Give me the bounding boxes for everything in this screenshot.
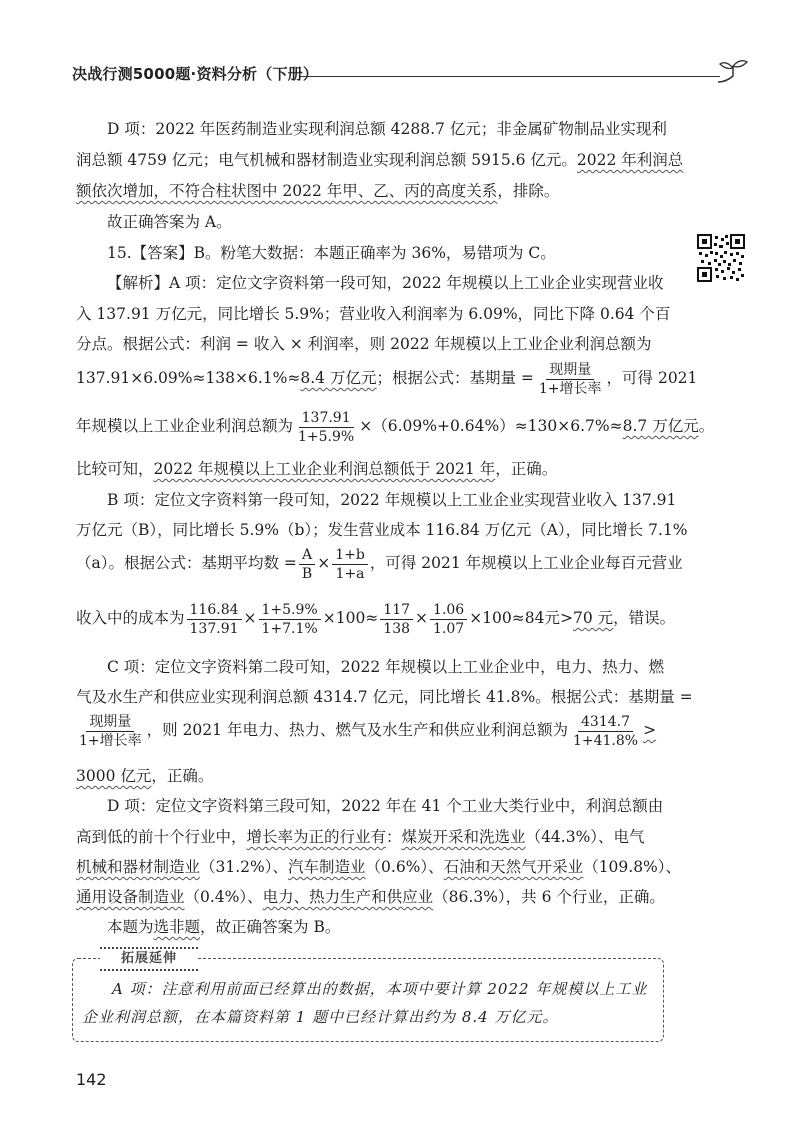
text-line: D 项：定位文字资料第三段可知，2022 年在 41 个工业大类行业中，利润总额由 <box>107 797 664 815</box>
text-line: 机械和器材制造业（31.2%）、汽车制造业（0.6%）、石油和天然气开采业（109.8%）、 <box>76 858 682 876</box>
formula-line: （a）。根据公式：基期平均数 = $\frac{A}{B}$ × $\frac{1+b}{1+a}$ ，可得 2021 年规模以上工业企业每百元营业 <box>76 546 683 582</box>
formula-line: 收入中的成本为 $\frac{116.84}{137.91}$ × $\frac{1+5.9\%}{1+7.1\%}$ ×100≈ $\frac{117}{138}$ × $\frac{1.06}{1.07}$ ×100≈84元>70 元，错误。 <box>76 601 676 637</box>
formula-line: $\frac{\text{现期量}}{\text{1+增长率}}$ ，则 2021 年电力、热力、燃气及水生产和供应业利润总额为 $\frac{4314.7}{1+41.8\%}$ > <box>76 712 656 750</box>
fraction: $\frac{A}{B}$ <box>299 546 315 583</box>
qr-code-icon[interactable] <box>697 234 745 282</box>
book-header-title: 决战行测5000题·资料分析（下册） <box>72 65 319 83</box>
fraction: $\frac{\text{现期量}}{\text{1+增长率}}$ <box>79 713 142 749</box>
fraction: $\frac{117}{138}$ <box>380 601 413 638</box>
fraction: $\frac{\text{现期量}}{\text{1+增长率}}$ <box>538 361 602 397</box>
text-line: 比较可知，2022 年规模以上工业企业利润总额低于 2021 年，正确。 <box>76 460 558 478</box>
text-line: C 项：定位文字资料第二段可知，2022 年规模以上工业企业中，电力、热力、燃 <box>107 658 665 676</box>
text-line: 通用设备制造业（0.4%）、电力、热力生产和供应业（86.3%），共 6 个行业，正确。 <box>76 888 665 906</box>
note-tag: 拓展延伸 <box>100 947 198 971</box>
fraction: $\frac{1.06}{1.07}$ <box>430 601 467 638</box>
page-number: 142 <box>76 1070 107 1089</box>
analysis-line: 【解析】A 项：定位文字资料第一段可知，2022 年规模以上工业企业实现营业收 <box>107 274 664 292</box>
text-line: 高到低的前十个行业中，增长率为正的行业有：煤炭开采和洗选业（44.3%）、电气 <box>76 828 645 846</box>
answer-line: 故正确答案为 A。 <box>107 213 232 231</box>
text-line: D 项：2022 年医药制造业实现利润总额 4288.7 亿元；非金属矿物制品业实现利 <box>107 120 667 138</box>
formula-line: 年规模以上工业企业利润总额为 $\frac{137.91}{1+5.9\%}$ ×（6.09%+0.64%）≈130×6.7%≈8.7 万亿元。 <box>76 409 715 445</box>
fraction: $\frac{116.84}{137.91}$ <box>187 601 242 638</box>
fraction: $\frac{1+5.9\%}{1+7.1\%}$ <box>259 601 321 638</box>
text-line: 额依次增加，不符合柱状图中 2022 年甲、乙、丙的高度关系，排除。 <box>76 182 560 200</box>
note-line: A 项：注意利用前面已经算出的数据，本项中要计算 2022 年规模以上工业 <box>112 980 648 998</box>
fraction: $\frac{137.91}{1+5.9\%}$ <box>298 409 355 445</box>
text-line: B 项：定位文字资料第一段可知，2022 年规模以上工业企业实现营业收入 137.91 <box>107 491 677 509</box>
text-line: 分点。根据公式：利润 = 收入 × 利润率，则 2022 年规模以上工业企业利润总额为 <box>76 335 652 353</box>
header-rule <box>300 76 720 77</box>
text-line: 入 137.91 万亿元，同比增长 5.9%；营业收入利润率为 6.09%，同比下降 0.64 个百 <box>76 305 671 323</box>
text-line: 3000 亿元，正确。 <box>76 767 214 785</box>
text-line: 万亿元（B），同比增长 5.9%（b）；发生营业成本 116.84 万亿元（A），同比增长 7.1% <box>76 521 688 539</box>
fraction: $\frac{4314.7}{1+41.8\%}$ <box>572 713 639 749</box>
note-line: 企业利润总额，在本篇资料第 1 题中已经计算出约为 8.4 万亿元。 <box>82 1008 559 1026</box>
text-line: 气及水生产和供应业实现利润总额 4314.7 亿元，同比增长 41.8%。根据公式：基期量 = <box>76 688 693 706</box>
answer-line: 本题为选非题，故正确答案为 B。 <box>107 918 341 936</box>
text-line: 润总额 4759 亿元；电气机械和器材制造业实现利润总额 5915.6 亿元。2022 年利润总 <box>76 151 684 169</box>
formula-line: 137.91×6.09%≈138×6.1%≈8.4 万亿元；根据公式：基期量 = $\frac{\text{现期量}}{\text{1+增长率}}$ ，可得 2021 <box>76 361 698 397</box>
question-answer-heading: 15.【答案】B。粉笔大数据：本题正确率为 36%，易错项为 C。 <box>107 244 556 262</box>
sprout-icon <box>716 58 750 84</box>
fraction: $\frac{1+b}{1+a}$ <box>332 546 368 583</box>
